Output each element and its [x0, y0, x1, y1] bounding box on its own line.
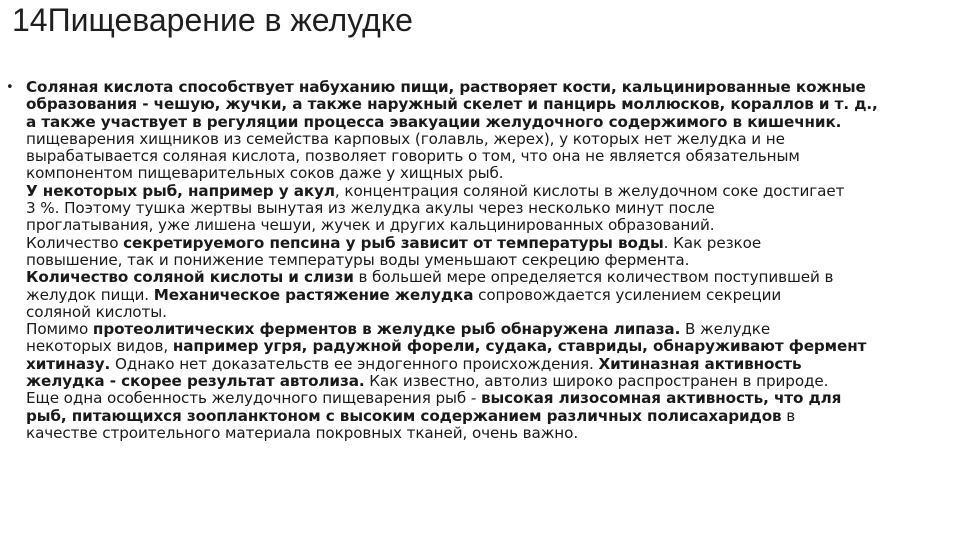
bold-text-segment: рыб, питающихся зоопланктоном с высоким содержанием различных полисахаридов: [26, 406, 782, 425]
text-segment: желудок пищи.: [26, 285, 154, 304]
bold-text-segment: Соляная кислота способствует набуханию пищи, растворяет кости, кальцинированные кожные: [26, 78, 866, 96]
text-segment: Количество: [26, 233, 124, 252]
text-segment: Помимо: [26, 320, 93, 339]
text-segment: В желудке: [680, 320, 771, 339]
bullet-marker: •: [6, 80, 14, 95]
text-segment: в: [781, 406, 796, 425]
text-line: [26, 252, 954, 269]
text-line: [26, 373, 954, 390]
text-line: [26, 390, 954, 407]
text-line: [26, 165, 954, 182]
text-segment: вырабатывается соляная кислота, позволяет говорить о том, что она не является обязательным: [26, 147, 800, 166]
text-segment: Однако нет доказательств ее эндогенного происхождения.: [110, 354, 599, 373]
text-line: [26, 235, 954, 252]
bold-text-segment: У некоторых рыб, например у акул: [26, 181, 335, 200]
text-segment: в большей мере определяется количеством поступившей в: [353, 268, 834, 287]
text-line: [26, 408, 954, 425]
text-line: [26, 287, 954, 304]
text-line: [26, 79, 954, 96]
text-segment: некоторых видов,: [26, 337, 173, 356]
text-segment: соляной кислоты.: [26, 302, 167, 321]
text-segment: . Как резкое: [663, 233, 762, 252]
text-line: [26, 269, 954, 286]
text-segment: повышение, так и понижение температуры воды уменьшают секрецию фермента.: [26, 250, 690, 269]
bold-text-segment: а также участвует в регуляции процесса эвакуации желудочного содержимого в кишечник.: [26, 112, 842, 131]
text-segment: , концентрация соляной кислоты в желудочном соке достигает: [334, 181, 845, 200]
text-line: [26, 183, 954, 200]
text-line: [26, 321, 954, 338]
text-segment: качестве строительного материала покровных тканей, очень важно.: [26, 423, 579, 442]
text-segment: Как известно, автолиз широко распространен в природе.: [364, 372, 829, 391]
bold-text-segment: образования - чешую, жучки, а также наружный скелет и панцирь моллюсков, кораллов и т. д.,: [26, 95, 878, 114]
text-line: [26, 131, 954, 148]
bold-text-segment: например угря, радужной форели, судака, ставриды, обнаруживают фермент: [172, 337, 867, 356]
bold-text-segment: высокая лизосомная активность, что для: [481, 389, 842, 408]
text-line: [26, 425, 954, 442]
bold-text-segment: хитиназу.: [26, 354, 111, 373]
bold-text-segment: протеолитических ферментов в желудке рыб обнаружена липаза.: [92, 320, 681, 339]
bold-text-segment: Механическое растяжение желудка: [153, 285, 474, 304]
text-line: [26, 304, 954, 321]
bold-text-segment: секретируемого пепсина у рыб зависит от температуры воды: [123, 233, 664, 252]
bold-text-segment: желудка - скорее результат автолиза.: [26, 372, 365, 391]
body-text: [26, 79, 954, 442]
text-line: [26, 200, 954, 217]
text-line: [26, 96, 954, 113]
text-line: [26, 356, 954, 373]
text-segment: пищеварения хищников из семейства карповых (голавль, жерех), у которых нет желудка и не: [26, 129, 785, 148]
text-line: [26, 217, 954, 234]
bold-text-segment: Хитиназная активность: [598, 354, 802, 373]
slide-title: 14Пищеварение в желудке: [12, 2, 413, 38]
text-segment: Еще одна особенность желудочного пищеварения рыб -: [26, 389, 481, 408]
text-line: [26, 114, 954, 131]
bold-text-segment: Количество соляной кислоты и слизи: [26, 268, 354, 287]
text-line: [26, 148, 954, 165]
text-segment: сопровождается усилением секреции: [473, 285, 782, 304]
text-segment: компонентом пищеварительных соков даже у хищных рыб.: [26, 164, 504, 183]
text-segment: проглатывания, уже лишена чешуи, жучек и других кальцинированных образований.: [26, 216, 715, 235]
text-line: [26, 338, 954, 355]
text-segment: 3 %. Поэтому тушка жертвы вынутая из желудка акулы через несколько минут после: [26, 199, 715, 218]
